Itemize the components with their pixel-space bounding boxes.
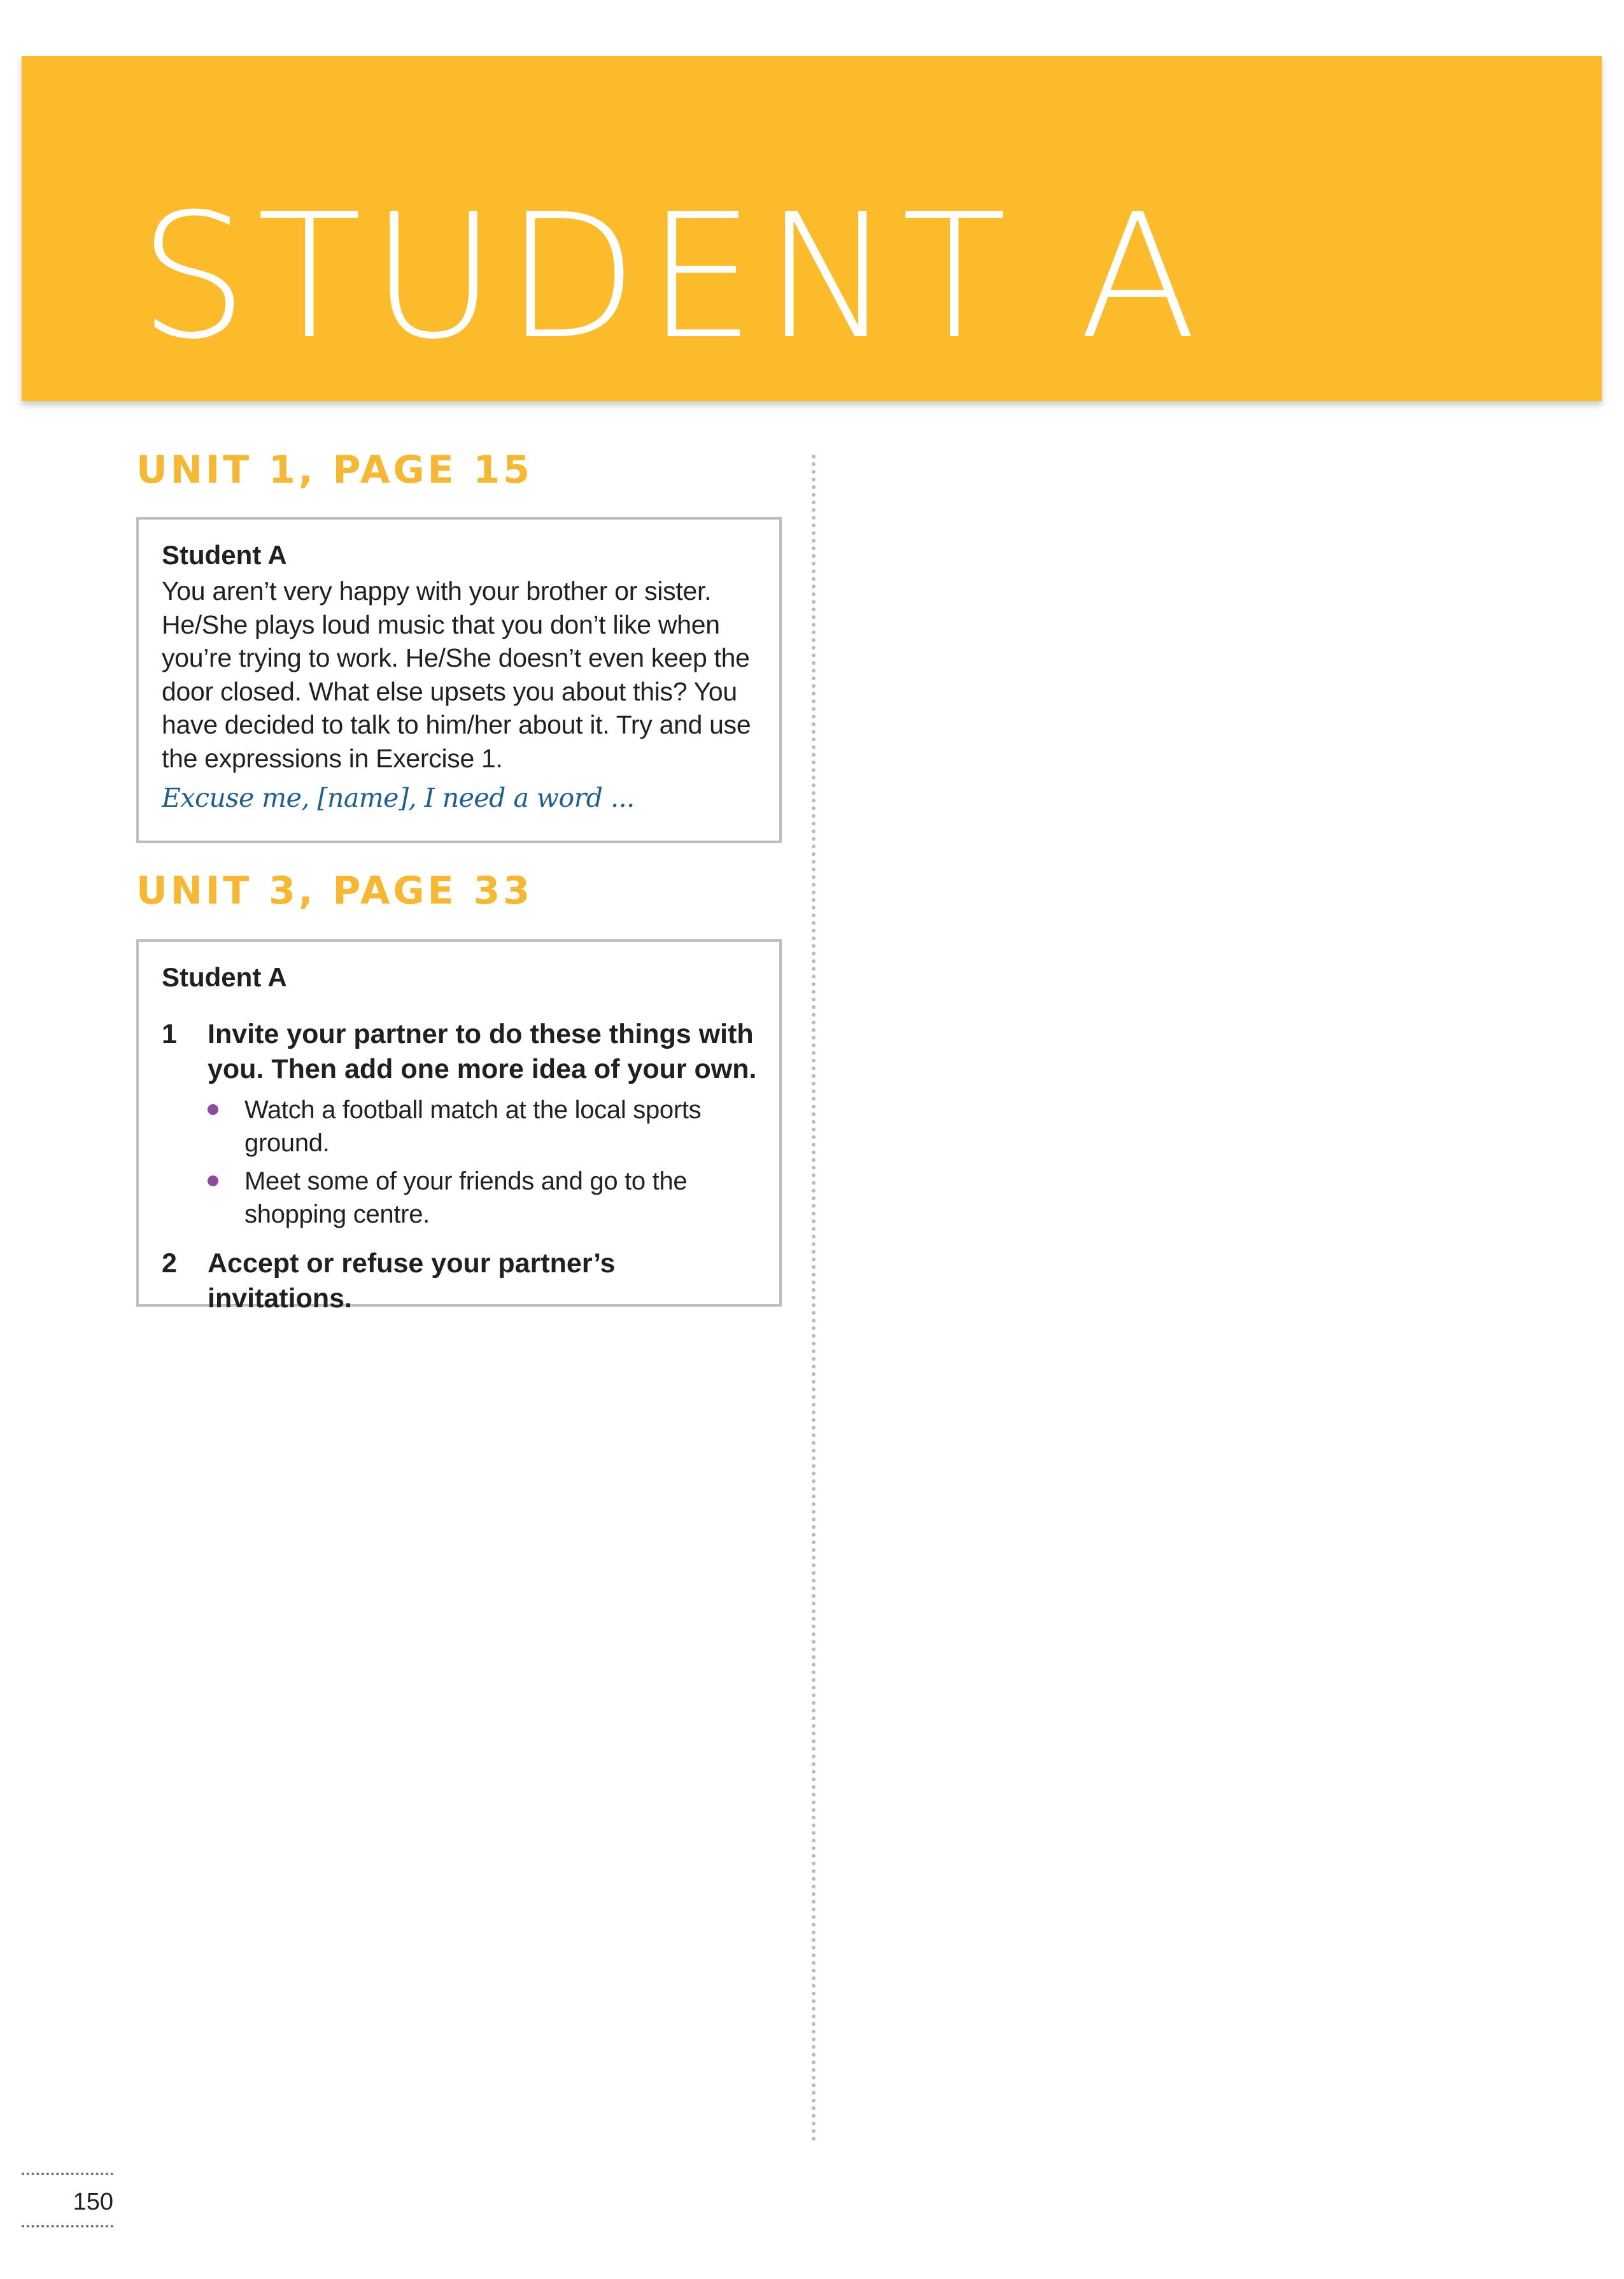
banner-title: STUDENT A	[139, 176, 1206, 377]
box-instructions: You aren’t very happy with your brother or sister. He/She plays loud music that you don’t like when you’re trying to work. He/She doesn’t even keep the door closed. What else upsets you about this? You have decided to talk to him/her about it. Try and use the expressions in Exercise 1.	[162, 576, 751, 773]
item-number: 1	[162, 1019, 177, 1049]
footer-rule-top	[22, 2173, 113, 2175]
column-divider	[812, 455, 816, 2142]
activity-box-unit-3	[136, 939, 782, 1314]
box-label: Student A	[162, 540, 287, 570]
section-heading-unit-1: UNIT 1, PAGE 15	[136, 448, 533, 492]
bullet-text: Watch a football match at the local sports ground.	[244, 1096, 702, 1157]
list-item	[244, 1093, 758, 1160]
example-prompt: Excuse me, [name], I need a word ...	[162, 783, 635, 813]
item-number: 2	[162, 1248, 177, 1279]
list-item	[244, 1165, 758, 1231]
box-label: Student A	[162, 962, 287, 992]
bullet-text: Meet some of your friends and go to the shopping centre.	[244, 1167, 688, 1228]
item-text: Accept or refuse your partner’s invitations.	[208, 1248, 616, 1314]
activity-box-unit-1	[136, 517, 782, 843]
page-number: 150	[73, 2189, 113, 2215]
numbered-item-1	[162, 1017, 758, 1087]
section-heading-unit-3: UNIT 3, PAGE 33	[136, 869, 533, 913]
bullet-icon	[208, 1104, 218, 1115]
bullet-list	[162, 1093, 758, 1231]
bullet-icon	[208, 1175, 218, 1186]
item-text: Invite your partner to do these things with you. Then add one more idea of your own.	[208, 1019, 757, 1084]
footer-rule-bottom	[22, 2225, 113, 2227]
numbered-item-2	[162, 1246, 758, 1316]
